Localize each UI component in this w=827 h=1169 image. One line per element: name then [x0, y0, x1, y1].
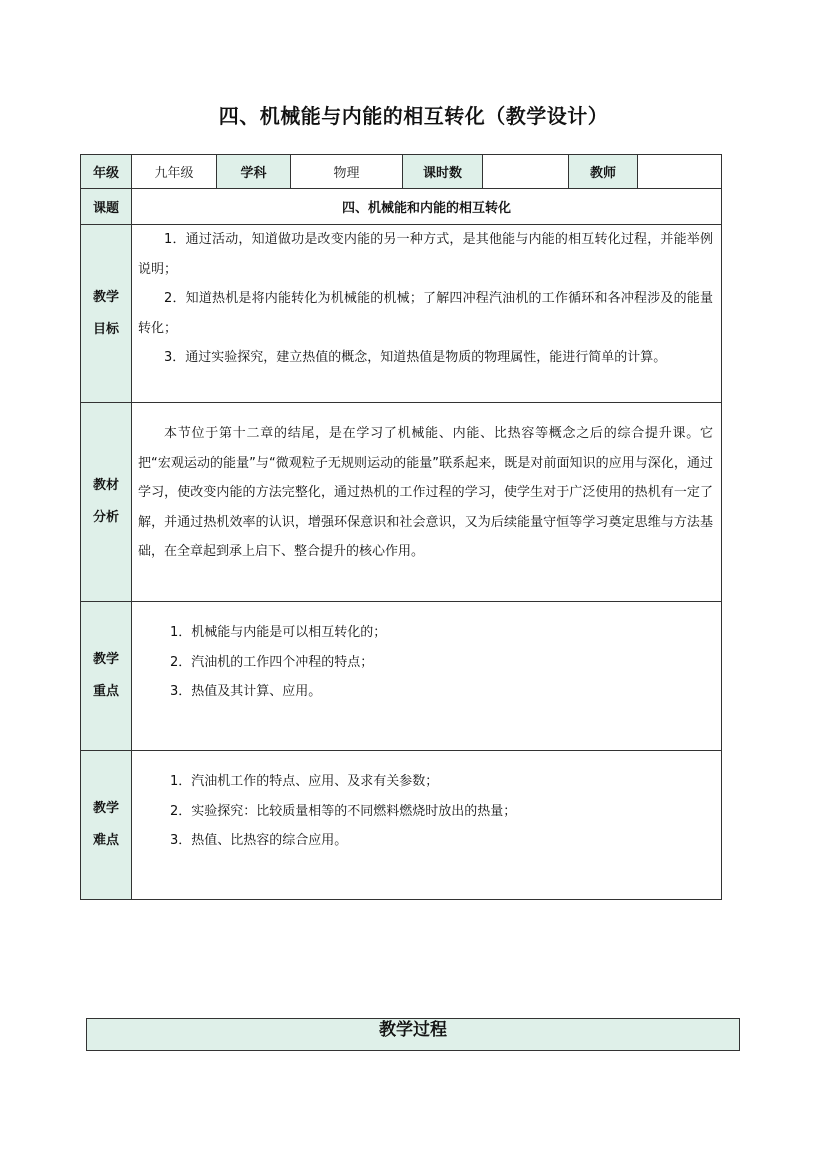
subject-value[interactable]: 物理 — [291, 155, 403, 189]
topic-value[interactable]: 四、机械能和内能的相互转化 — [132, 189, 722, 225]
difficulty-item: 1．汽油机工作的特点、应用、及求有关参数； — [170, 774, 439, 789]
goal-item: 3．通过实验探究，建立热值的概念，知道热值是物质的物理属性，能进行简单的计算。 — [164, 350, 667, 365]
key-point-item: 2．汽油机的工作四个冲程的特点； — [170, 654, 374, 670]
difficulties-content[interactable] — [132, 751, 722, 900]
key-points-label — [81, 602, 132, 751]
lesson-plan-table — [80, 154, 722, 900]
analysis-content[interactable] — [132, 403, 722, 602]
key-points-label-line1: 教学 — [92, 652, 119, 667]
topic-row — [81, 189, 722, 225]
difficulty-item: 2．实验探究：比较质量相等的不同燃料燃烧时放出的热量； — [170, 803, 517, 819]
difficulty-item: 3．热值、比热容的综合应用。 — [170, 833, 348, 848]
difficulties-row — [81, 751, 722, 900]
subject-label: 学科 — [217, 155, 291, 189]
goal-item: 1．通过活动，知道做功是改变内能的另一种方式，是其他能与内能的相互转化过程，并能举例说明； — [138, 232, 713, 277]
goals-content[interactable] — [132, 225, 722, 403]
key-point-item: 3．热值及其计算、应用。 — [170, 684, 322, 699]
grade-label: 年级 — [81, 155, 132, 189]
info-row — [81, 155, 722, 189]
goals-label-line1: 教学 — [92, 289, 119, 305]
analysis-label-line1: 教材 — [92, 478, 119, 493]
teacher-label: 教师 — [569, 155, 638, 189]
analysis-label — [81, 403, 132, 602]
teaching-process-heading: 教学过程 — [86, 1018, 740, 1051]
key-points-row — [81, 602, 722, 751]
difficulties-label — [81, 751, 132, 900]
analysis-text: 本节位于第十二章的结尾，是在学习了机械能、内能、比热容等概念之后的综合提升课。它把“宏观运动的能量”与“微观粒子无规则运动的能量”联系起来，既是对前面知识的应用与深化，通过学习，使改变内能的方法完整化，通过热机的工作过程的学习，使学生对于广泛使用的热机有一定了解，并通过热机效率的认识，增强环保意识和社会意识，又为后续能量守恒等学习奠定思维与方法基础，在全章起到承上启下、整合提升的核心作用。 — [138, 426, 713, 559]
topic-label: 课题 — [81, 189, 132, 225]
grade-value[interactable]: 九年级 — [132, 155, 217, 189]
period-value[interactable] — [483, 155, 569, 189]
difficulties-label-line1: 教学 — [92, 801, 119, 816]
period-label: 课时数 — [403, 155, 483, 189]
goals-label-line2: 目标 — [92, 321, 119, 337]
difficulties-label-line2: 难点 — [92, 833, 119, 848]
teacher-value[interactable] — [638, 155, 722, 189]
goals-row — [81, 225, 722, 403]
key-point-item: 1．机械能与内能是可以相互转化的； — [170, 625, 387, 640]
goals-label — [81, 225, 132, 403]
goal-item: 2．知道热机是将内能转化为机械能的机械；了解四冲程汽油机的工作循环和各冲程涉及的能量转化； — [138, 291, 713, 336]
document-title: 四、机械能与内能的相互转化（教学设计） — [218, 104, 609, 128]
analysis-row — [81, 403, 722, 602]
key-points-label-line2: 重点 — [92, 684, 119, 699]
analysis-label-line2: 分析 — [92, 510, 119, 525]
key-points-content[interactable] — [132, 602, 722, 751]
